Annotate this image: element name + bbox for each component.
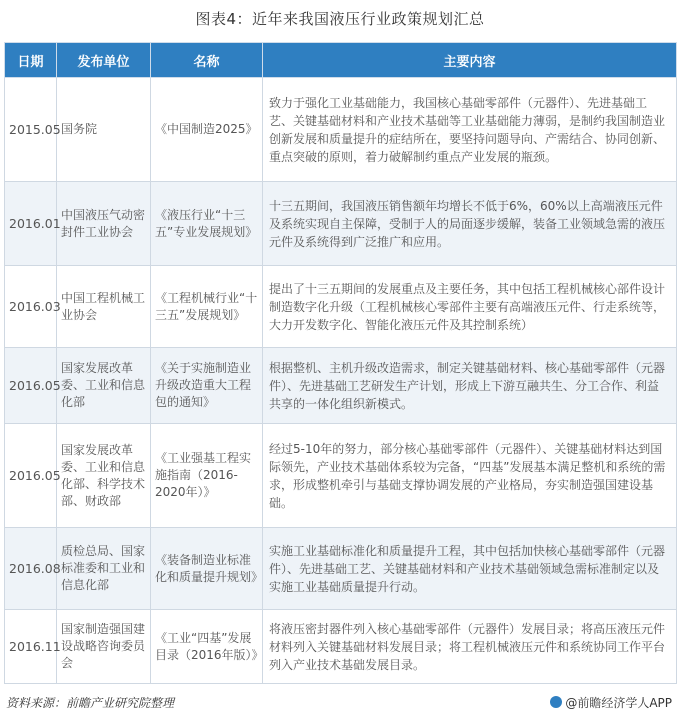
header-content: 主要内容 [263,43,677,78]
cell-publisher: 国家制造强国建设战略咨询委员会 [57,610,151,684]
cell-publisher: 中国液压气动密封件工业协会 [57,182,151,266]
cell-date: 2016.11 [5,610,57,684]
cell-publisher: 质检总局、国家标准委和工业和信息化部 [57,528,151,610]
header-name: 名称 [151,43,263,78]
cell-name: 《液压行业“十三五”专业发展规划》 [151,182,263,266]
cell-publisher: 国家发展改革委、工业和信息化部、科学技术部、财政部 [57,424,151,528]
policy-table [4,42,677,684]
cell-content: 将液压密封器件列入核心基础零部件（元器件）发展目录；将高压液压元件材料列入关键基础材料发展目录；将工程机械液压元件和系统协同工作平台列入产业技术基础发展目录。 [263,610,677,684]
cell-date: 2016.05 [5,424,57,528]
table-row [5,78,677,182]
cell-publisher: 国务院 [57,78,151,182]
cell-name: 《工业强基工程实施指南（2016-2020年）》 [151,424,263,528]
cell-content: 提出了十三五期间的发展重点及主要任务，其中包括工程机械核心部件设计制造数字化升级（工程机械核心零部件主要有高端液压元件、行走系统等，大力开发数字化、智能化液压元件及其控制系统） [263,266,677,348]
cell-name: 《工程机械行业“十三五”发展规划》 [151,266,263,348]
cell-name: 《关于实施制造业升级改造重大工程包的通知》 [151,348,263,424]
cell-content: 实施工业基础标准化和质量提升工程，其中包括加快核心基础零部件（元器件）、先进基础工艺、关键基础材料和产业技术基础领域急需标准制定以及实施工业基础质量提升行动。 [263,528,677,610]
table-row [5,610,677,684]
cell-content: 致力于强化工业基础能力，我国核心基础零部件（元器件）、先进基础工艺、关键基础材料和产业技术基础等工业基础能力薄弱，是制约我国制造业创新发展和质量提升的症结所在，要坚持问题导向、产需结合、协同创新、重点突破的原则，着力破解制约重点产业发展的瓶颈。 [263,78,677,182]
cell-content: 经过5-10年的努力，部分核心基础零部件（元器件）、关键基础材料达到国际领先，产业技术基础体系较为完备，“四基”发展基本满足整机和系统的需求，形成整机牵引与基础支撑协调发展的产业格局，夯实制造强国建设基础。 [263,424,677,528]
table-row [5,266,677,348]
cell-date: 2016.08 [5,528,57,610]
header-publisher: 发布单位 [57,43,151,78]
cell-date: 2016.03 [5,266,57,348]
cell-name: 《装备制造业标准化和质量提升规划》 [151,528,263,610]
cell-name: 《中国制造2025》 [151,78,263,182]
table-row [5,528,677,610]
table-row [5,348,677,424]
header-date: 日期 [5,43,57,78]
cell-date: 2016.01 [5,182,57,266]
table-header-row [5,43,677,78]
cell-date: 2016.05 [5,348,57,424]
cell-publisher: 国家发展改革委、工业和信息化部 [57,348,151,424]
cell-name: 《工业“四基”发展目录（2016年版）》 [151,610,263,684]
source-note: 资料来源：前瞻产业研究院整理 [6,696,175,710]
cell-content: 十三五期间，我国液压销售额年均增长不低于6%，60%以上高端液压元件及系统实现自主保障，受制于人的局面逐步缓解，装备工业领域急需的液压元件及系统得到广泛推广和应用。 [263,182,677,266]
brand-logo-icon [550,696,562,708]
cell-date: 2015.05 [5,78,57,182]
table-row [5,424,677,528]
brand-signature [550,694,672,711]
table-row [5,182,677,266]
cell-content: 根据整机、主机升级改造需求，制定关键基础材料、核心基础零部件（元器件）、先进基础工艺研发生产计划，形成上下游互融共生、分工合作、利益共享的一体化组织新模式。 [263,348,677,424]
brand-label: @前瞻经济学人APP [565,696,672,710]
page-title: 图表4：近年来我国液压行业政策规划汇总 [195,10,485,28]
cell-publisher: 中国工程机械工业协会 [57,266,151,348]
